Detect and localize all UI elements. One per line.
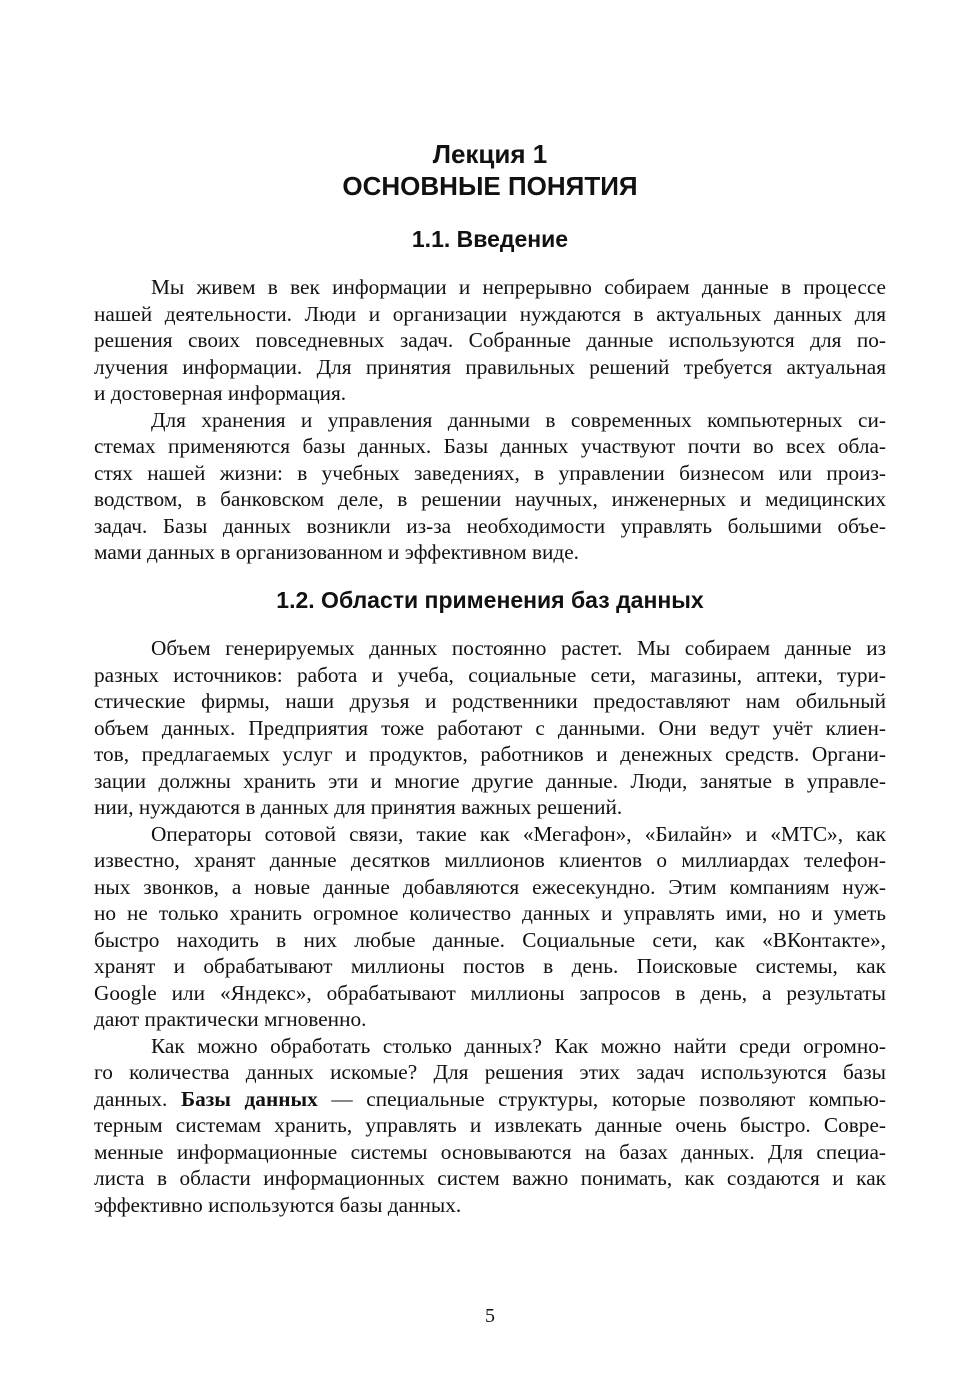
lecture-main-title: ОСНОВНЫЕ ПОНЯТИЯ [342, 171, 638, 201]
text-line: менные информационные системы основываются на базах данных. Для специа- [94, 1139, 886, 1164]
text-line: лучения информации. Для принятия правильных решений требуется актуальная [94, 354, 886, 379]
text-line: зации должны хранить эти и многие другие данные. Люди, занятые в управле- [94, 768, 886, 793]
text-line: стические фирмы, наши друзья и родственники предоставляют нам обильный [94, 689, 886, 713]
section-heading-application-areas: 1.2. Области применения баз данных [276, 587, 704, 613]
section-body-application-areas [94, 635, 886, 1218]
text-line: Для хранения и управления данными в современных компьютерных си- [151, 407, 886, 432]
text-fragment: данных. [94, 1086, 181, 1111]
text-line: тов, предлагаемых услуг и продуктов, работников и денежных средств. Органи- [94, 742, 886, 766]
text-line: стемах применяются базы данных. Базы данных участвуют почти во всех обла- [94, 434, 886, 458]
text-line: разных источников: работа и учеба, социальные сети, магазины, аптеки, тури- [94, 662, 886, 687]
text-line: решения своих повседневных задач. Собранные данные используются для по- [94, 328, 886, 352]
lecture-title [94, 138, 886, 202]
text-line: нашей деятельности. Люди и организации нуждаются в актуальных данных для [94, 301, 886, 326]
text-line: и достоверная информация. [94, 381, 347, 405]
text-line: ных звонков, а новые данные добавляются ежесекундно. Этим компаниям нуж- [94, 874, 886, 899]
text-line: быстро находить в них любые данные. Социальные сети, как «ВКонтакте», [94, 927, 886, 952]
text-line: Google или «Яндекс», обрабатывают миллионы запросов в день, а результаты [94, 980, 886, 1005]
text-fragment: — специальные структуры, которые позволяют компью- [317, 1086, 886, 1111]
text-line: Операторы сотовой связи, такие как «Мегафон», «Билайн» и «МТС», как [151, 821, 886, 846]
paragraph [94, 821, 886, 1033]
text-line: стях нашей жизни: в учебных заведениях, в управлении бизнесом или произ- [94, 460, 886, 485]
text-line: нии, нуждаются в данных для принятия важных решений. [94, 795, 623, 819]
text-line: дают практически мгновенно. [94, 1007, 367, 1031]
section-heading-introduction: 1.1. Введение [411, 226, 569, 252]
text-line: задач. Базы данных возникли из-за необходимости управлять большими объе- [94, 513, 886, 538]
paragraph [94, 407, 886, 566]
paragraph [94, 1033, 886, 1219]
lecture-number: Лекция 1 [432, 139, 548, 169]
text-line: Объем генерируемых данных постоянно растет. Мы собираем данные из [151, 636, 886, 660]
text-line [94, 1086, 886, 1113]
text-line: объем данных. Предприятия тоже работают с данными. Они ведут учёт клиен- [94, 715, 886, 740]
text-line: эффективно используются базы данных. [94, 1192, 462, 1217]
paragraph [94, 274, 886, 407]
text-line: Как можно обработать столько данных? Как можно найти среди огромно- [151, 1033, 886, 1058]
text-line: водством, в банковском деле, в решении научных, инженерных и медицинских [94, 487, 886, 511]
paragraph [94, 635, 886, 821]
text-line: известно, хранят данные десятков миллионов клиентов о миллиардах телефон- [94, 848, 886, 872]
text-line: мами данных в организованном и эффективном виде. [94, 540, 580, 564]
text-line: листа в области информационных систем важно понимать, как создаются и как [94, 1166, 886, 1190]
defined-term: Базы данных [180, 1086, 318, 1111]
text-line: Мы живем в век информации и непрерывно собираем данные в процессе [151, 275, 886, 299]
text-line: го количества данных искомые? Для решения этих задач используются базы [94, 1060, 886, 1084]
text-line: хранят и обрабатывают миллионы постов в день. Поисковые системы, как [94, 954, 886, 978]
text-line: терным системам хранить, управлять и извлекать данные очень быстро. Совре- [94, 1113, 886, 1137]
page-number: 5 [485, 1305, 495, 1327]
text-line: но не только хранить огромное количество данных и управлять ими, но и уметь [94, 901, 886, 925]
section-body-introduction [94, 274, 886, 566]
